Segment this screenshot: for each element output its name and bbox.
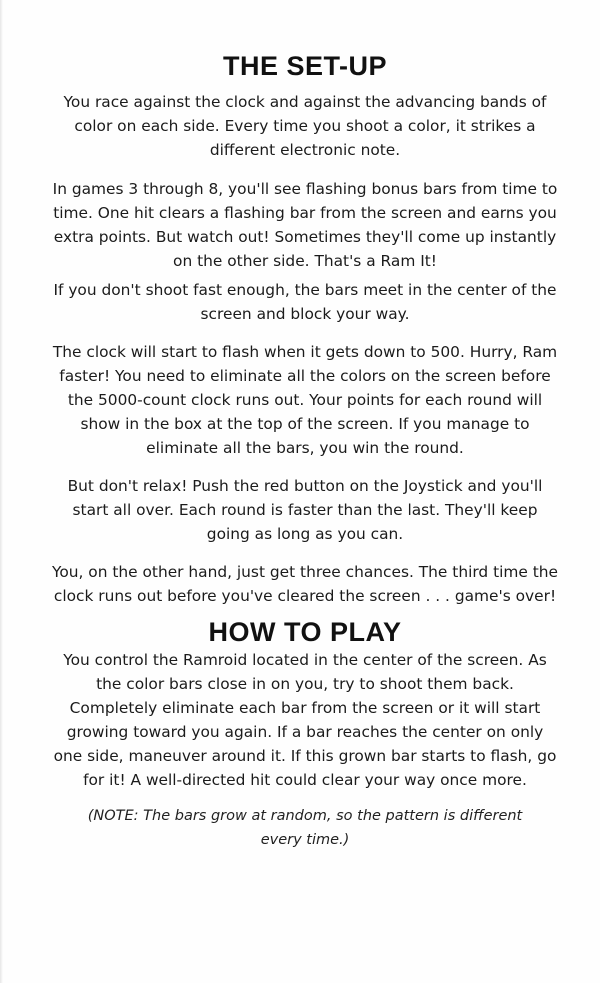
- setup-paragraph-5: But don't relax! Push the red button on the Joystick and you'll start all over. Each round is faster than the last. They'll keep going as long as you can.: [67, 477, 543, 543]
- how-to-play-title: HOW TO PLAY: [208, 617, 402, 647]
- setup-paragraph-6: You, on the other hand, just get three chances. The third time the clock runs out before you've cleared the screen . . . game's over!: [51, 563, 559, 605]
- how-to-play-note: (NOTE: The bars grow at random, so the pattern is different every time.): [87, 808, 523, 848]
- how-to-play-paragraph: You control the Ramroid located in the center of the screen. As the color bars close in on you, try to shoot them back. Completely eliminate each bar from the screen or it will start growing toward you again. If a bar reaches the center on only one side, maneuver around it. If this grown bar starts to flash, go for it! A well-directed hit could clear your way once more.: [53, 651, 557, 789]
- setup-paragraph-2: In games 3 through 8, you'll see flashing bonus bars from time to time. One hit clears a flashing bar from the screen and earns you extra points. But watch out! Sometimes they'll come up instantly on the other side. That's a Ram It!: [52, 180, 558, 270]
- page-content: [50, 50, 560, 852]
- page-edge-shadow: [0, 0, 3, 983]
- setup-paragraph-4: The clock will start to flash when it gets down to 500. Hurry, Ram faster! You need to eliminate all the colors on the screen before the 5000-count clock runs out. Your points for each round will show in the box at the top of the screen. If you manage to eliminate all the bars, you win the round.: [52, 343, 558, 457]
- setup-title: THE SET-UP: [222, 51, 388, 81]
- setup-paragraph-1: You race against the clock and against the advancing bands of color on each side. Every time you shoot a color, it strikes a different electronic note.: [63, 93, 547, 159]
- setup-paragraph-3: If you don't shoot fast enough, the bars meet in the center of the screen and block your way.: [53, 281, 557, 323]
